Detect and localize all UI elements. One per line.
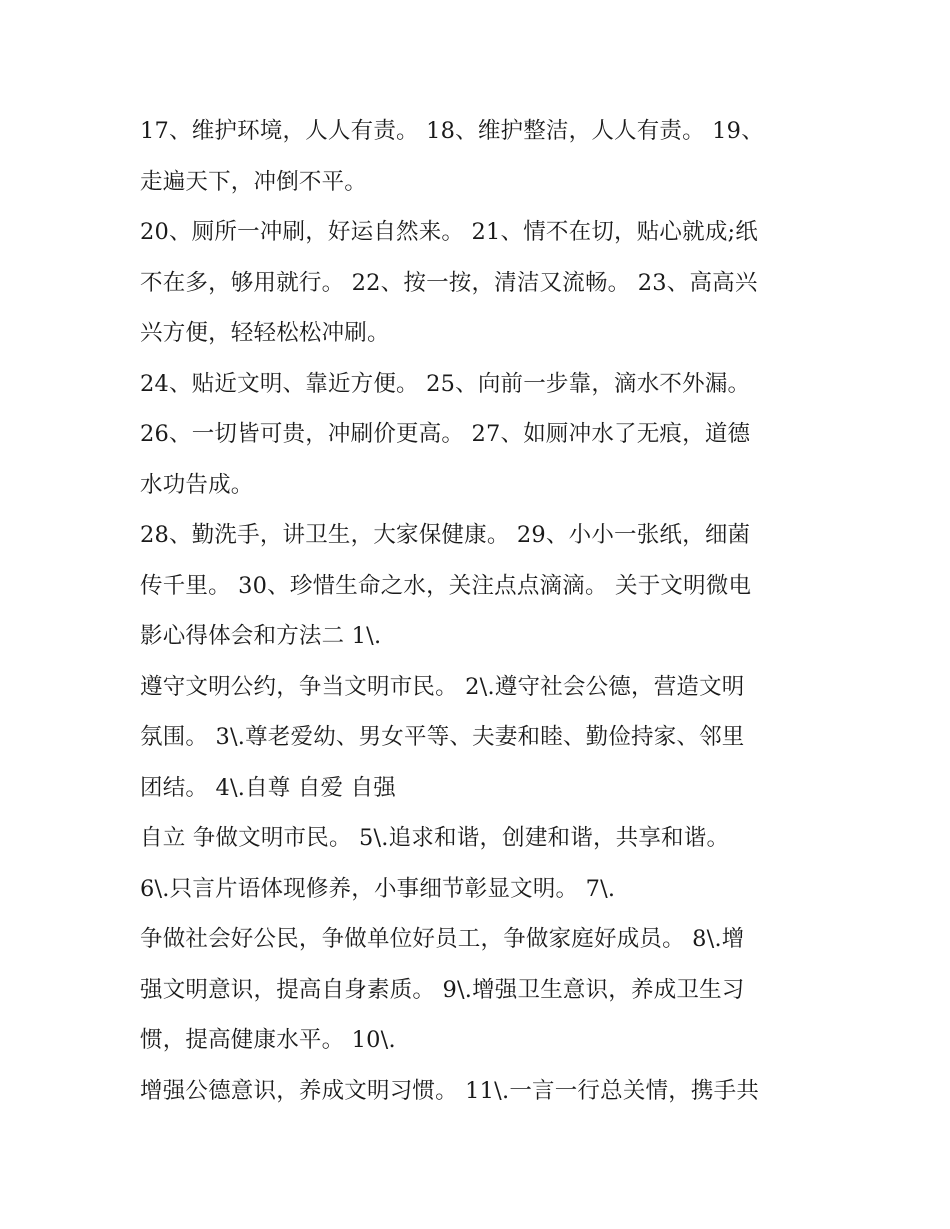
text-line: 争做社会好公民，争做单位好员工，争做家庭好成员。 8\.增	[140, 926, 745, 952]
text-line: 团结。 4\.自尊 自爱 自强	[140, 774, 397, 801]
text-line: 遵守文明公约，争当文明市民。 2\.遵守社会公德，营造文明	[140, 673, 745, 700]
text-line: 强文明意识，提高自身素质。 9\.增强卫生意识，养成卫生习	[140, 976, 745, 1003]
text-line: 不在多，够用就行。 22、按一按，清洁又流畅。 23、高高兴	[140, 269, 758, 296]
text-line: 增强公德意识，养成文明习惯。 11\.一言一行总关情，携手共	[140, 1077, 760, 1104]
text-line: 6\.只言片语体现修养，小事细节彰显文明。 7\.	[140, 875, 616, 902]
text-line: 影心得体会和方法二 1\.	[140, 623, 382, 649]
text-line: 20、厕所一冲刷，好运自然来。 21、情不在切，贴心就成;纸	[140, 219, 758, 245]
text-line: 氛围。 3\.尊老爱幼、男女平等、夫妻和睦、勤俭持家、邻里	[140, 724, 745, 750]
text-line: 兴方便，轻轻松松冲刷。	[140, 320, 390, 346]
text-line: 惯，提高健康水平。 10\.	[140, 1027, 396, 1053]
text-line: 走遍天下，冲倒不平。	[140, 168, 368, 195]
text-line: 自立 争做文明市民。 5\.追求和谐，创建和谐，共享和谐。	[140, 825, 730, 851]
text-line: 24、贴近文明、靠近方便。 25、向前一步靠，滴水不外漏。	[140, 370, 751, 397]
text-line: 26、一切皆可贵，冲刷价更高。 27、如厕冲水了无痕，道德	[140, 421, 751, 447]
text-line: 水功告成。	[140, 471, 254, 498]
document-body	[140, 106, 820, 1116]
text-line: 17、维护环境，人人有责。 18、维护整洁，人人有责。 19、	[140, 118, 764, 144]
text-line: 传千里。 30、珍惜生命之水，关注点点滴滴。 关于文明微电	[140, 572, 752, 599]
text-line: 28、勤洗手，讲卫生，大家保健康。 29、小小一张纸，细菌	[140, 522, 751, 548]
